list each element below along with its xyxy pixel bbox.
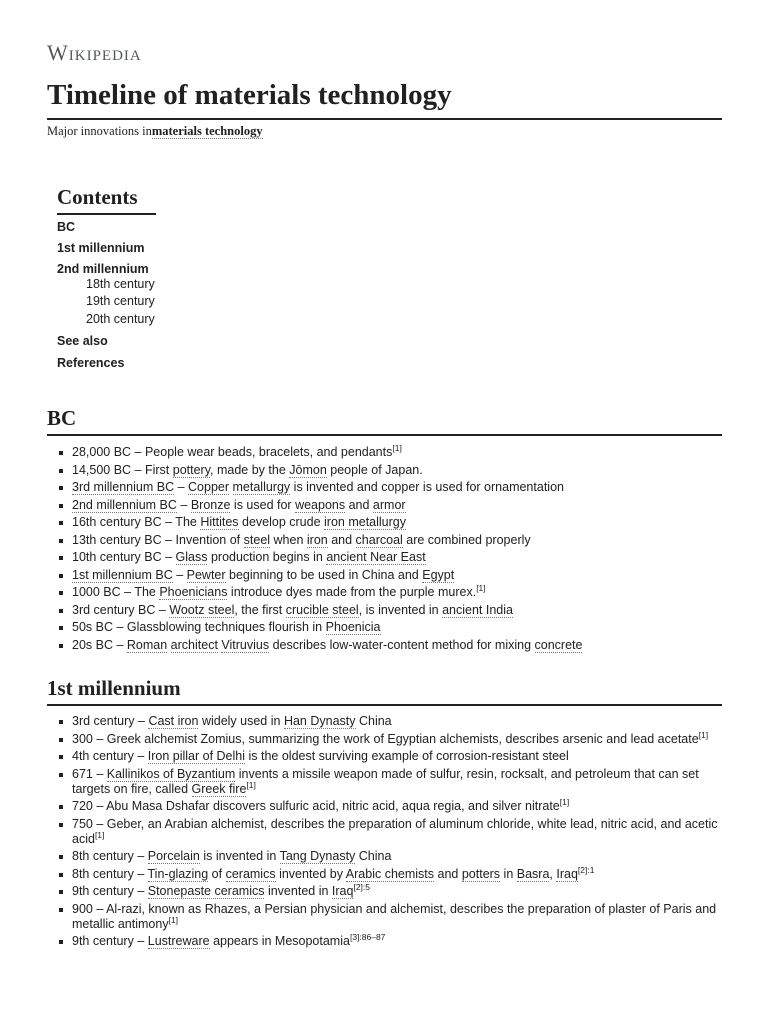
list-item: [0, 729, 768, 747]
item-text: 1000 BC – The: [72, 585, 160, 599]
item-text: 9th century –: [72, 934, 148, 948]
article-link[interactable]: 1st millennium BC: [72, 567, 173, 582]
citation-link[interactable]: [1]: [476, 582, 486, 593]
article-link[interactable]: charcoal: [355, 532, 403, 547]
item-text: , is invented in: [358, 602, 443, 617]
article-link[interactable]: Wootz steel: [169, 602, 235, 617]
citation-link[interactable]: [2]:1: [577, 864, 595, 875]
article-link[interactable]: potters: [461, 866, 501, 881]
item-text: 8th century –: [72, 849, 148, 863]
item-text: 16th century BC – The: [72, 515, 201, 529]
item-text: introduce dyes made from the purple murex.: [227, 585, 477, 599]
article-link[interactable]: Phoenicians: [159, 585, 228, 599]
list-item: [0, 767, 768, 797]
item-text: when: [270, 532, 307, 547]
list-item: [0, 620, 768, 635]
list-item: [0, 864, 768, 882]
wikipedia-wordmark[interactable]: Wikipedia: [47, 40, 142, 65]
item-text: 3rd century –: [72, 714, 149, 728]
article-link[interactable]: weapons: [295, 497, 346, 512]
article-link[interactable]: 3rd millennium BC: [72, 480, 175, 494]
article-link[interactable]: Cast iron: [148, 714, 199, 728]
article-link[interactable]: armor: [372, 497, 406, 512]
item-text: 8th century –: [72, 866, 148, 881]
item-text: is used for: [230, 497, 296, 512]
item-text: 14,500 BC – First: [72, 462, 173, 477]
article-link[interactable]: Iraq: [331, 884, 354, 898]
citation-link[interactable]: [1]: [168, 914, 179, 925]
article-link[interactable]: Egypt: [422, 567, 455, 582]
item-text: 4th century –: [72, 749, 148, 763]
item-text: China: [355, 849, 392, 863]
article-link[interactable]: Iron pillar of Delhi: [147, 749, 246, 763]
list-item: [0, 796, 768, 814]
item-text: 20s BC –: [72, 637, 127, 652]
item-text: is invented in: [199, 849, 280, 863]
citation-link[interactable]: [1]: [698, 729, 709, 740]
toc-item-see-also[interactable]: See also: [57, 334, 108, 348]
item-text: , made by the: [210, 462, 290, 477]
item-text: appears in Mesopotamia: [209, 934, 350, 948]
list-item: [0, 714, 768, 729]
list-item: [0, 931, 768, 949]
article-link[interactable]: Pewter: [186, 567, 226, 582]
item-text: 10th century BC –: [72, 550, 176, 564]
item-text: in: [500, 866, 517, 881]
toc-item-2nd-millennium[interactable]: 2nd millennium: [57, 262, 149, 276]
item-text: are combined properly: [402, 532, 531, 547]
citation-link[interactable]: [1]: [392, 442, 402, 453]
item-text: people of Japan.: [326, 462, 423, 477]
list-item: [0, 582, 768, 600]
section-heading-bc: BC: [47, 404, 722, 436]
article-link[interactable]: 2nd millennium BC: [72, 497, 177, 512]
item-text: and: [345, 497, 373, 512]
article-link[interactable]: Tin-glazing: [147, 866, 209, 881]
item-text: invented in: [264, 884, 332, 898]
item-text: , the first: [234, 602, 286, 617]
list-item: [0, 881, 768, 899]
article-link[interactable]: Greek fire: [191, 781, 247, 796]
list-item: [0, 849, 768, 864]
toc-item-references[interactable]: References: [57, 356, 125, 370]
item-text: invented by: [275, 866, 346, 881]
article-link[interactable]: ancient Near East: [326, 550, 426, 564]
toc-item-20th-century[interactable]: 20th century: [86, 312, 155, 326]
item-text: 300 – Greek alchemist Zomius, summarizing the work of Egyptian alchemists, describes arsenic and lead acetate: [72, 731, 699, 746]
item-text: 750 – Geber, an Arabian alchemist, describes the preparation of aluminum chloride, white lead, nitric acid, and acetic acid: [72, 816, 718, 846]
article-link[interactable]: ancient India: [442, 602, 513, 617]
item-text: –: [172, 567, 187, 582]
item-text: 13th century BC – Invention of: [72, 532, 244, 547]
toc-heading: Contents: [57, 183, 156, 215]
citation-link[interactable]: [1]: [246, 779, 256, 790]
1st-millennium-list: [0, 714, 768, 952]
list-item: [0, 749, 768, 764]
item-text: 28,000 BC – People wear beads, bracelets, and pendants: [72, 445, 393, 459]
item-text: widely used in: [198, 714, 284, 728]
article-link[interactable]: Vitruvius: [221, 637, 270, 652]
bc-list: [0, 442, 768, 655]
item-text: of: [208, 866, 226, 881]
article-link[interactable]: Jōmon: [289, 462, 327, 477]
list-item: [0, 638, 768, 653]
article-link[interactable]: concrete: [534, 637, 583, 652]
article-link[interactable]: Lustreware: [147, 934, 210, 948]
article-link[interactable]: Tang Dynasty: [279, 849, 356, 863]
toc-item-18th-century[interactable]: 18th century: [86, 277, 155, 291]
article-link[interactable]: Kallinikos of Byzantium: [106, 766, 236, 781]
item-text: 50s BC – Glassblowing techniques flourish in: [72, 620, 326, 634]
list-item: [0, 603, 768, 618]
article-link[interactable]: Iraq: [556, 866, 578, 881]
list-item: [0, 568, 768, 583]
list-item: [0, 550, 768, 565]
subtitle-prefix: Major innovations in: [47, 124, 152, 138]
item-text: and: [327, 532, 356, 547]
item-text: develop crude: [238, 515, 325, 529]
subtitle-link[interactable]: materials technology: [151, 124, 263, 138]
item-text: –: [174, 480, 189, 494]
article-link[interactable]: Copper: [188, 480, 230, 494]
item-text: and: [434, 866, 462, 881]
article-link[interactable]: architect: [170, 637, 218, 652]
article-link[interactable]: Phoenicia: [325, 620, 381, 634]
item-text: ,: [549, 866, 557, 881]
toc-item-19th-century[interactable]: 19th century: [86, 294, 155, 308]
item-text: describes low-water-content method for mixing: [269, 637, 535, 652]
article-link[interactable]: Han Dynasty: [283, 714, 356, 728]
toc-item-1st-millennium[interactable]: 1st millennium: [57, 241, 145, 255]
citation-link[interactable]: [2]:5: [353, 881, 370, 892]
article-link[interactable]: Bronze: [190, 497, 231, 512]
article-link[interactable]: iron: [306, 532, 328, 547]
list-item: [0, 463, 768, 478]
article-link[interactable]: ceramics: [225, 866, 276, 881]
item-text: invents a missile weapon made of sulfur, resin, rocksalt, and petroleum that can set targets on fire, called: [72, 766, 699, 796]
page-subtitle: [47, 124, 263, 139]
item-text: 671 –: [72, 766, 107, 781]
article-link[interactable]: Stonepaste ceramics: [147, 884, 265, 898]
citation-link[interactable]: [1]: [94, 829, 105, 840]
list-item: [0, 817, 768, 847]
item-text: is invented and copper is used for ornamentation: [290, 480, 564, 494]
list-item: [0, 902, 768, 932]
article-link[interactable]: crucible steel: [285, 602, 359, 617]
article-link[interactable]: Arabic chemists: [345, 866, 435, 881]
item-text: production begins in: [207, 550, 327, 564]
citation-link[interactable]: [3]:86–87: [349, 931, 386, 942]
item-text: 900 – Al-razi, known as Rhazes, a Persian physician and alchemist, describes the preparation of plaster of Paris and metallic antimony: [72, 901, 717, 931]
item-text: China: [355, 714, 392, 728]
article-link[interactable]: Roman: [126, 637, 168, 652]
list-item: [0, 498, 768, 513]
article-link[interactable]: pottery: [172, 462, 211, 477]
item-text: beginning to be used in China and: [225, 567, 423, 582]
item-text: 9th century –: [72, 884, 148, 898]
item-text: –: [176, 497, 191, 512]
article-link[interactable]: Glass: [175, 550, 208, 564]
article-link[interactable]: steel: [243, 532, 271, 547]
list-item: [0, 515, 768, 530]
item-text: [229, 480, 232, 494]
article-link[interactable]: Hittites: [200, 515, 239, 529]
item-text: 3rd century BC –: [72, 602, 170, 617]
item-text: 720 – Abu Masa Dshafar discovers sulfuric acid, nitric acid, aqua regia, and silver nitrate: [72, 799, 560, 813]
list-item: [0, 533, 768, 548]
list-item: [0, 480, 768, 495]
article-link[interactable]: metallurgy: [232, 480, 291, 494]
section-heading-1st-millennium: 1st millennium: [47, 674, 722, 706]
list-item: [0, 442, 768, 460]
item-text: is the oldest surviving example of corrosion-resistant steel: [245, 749, 569, 763]
toc-item-bc[interactable]: BC: [57, 220, 76, 234]
article-link[interactable]: Basra: [516, 866, 550, 881]
citation-link[interactable]: [1]: [559, 796, 570, 807]
article-link[interactable]: iron metallurgy: [324, 515, 406, 529]
article-link[interactable]: Porcelain: [147, 849, 200, 863]
page-title: Timeline of materials technology: [47, 76, 722, 120]
